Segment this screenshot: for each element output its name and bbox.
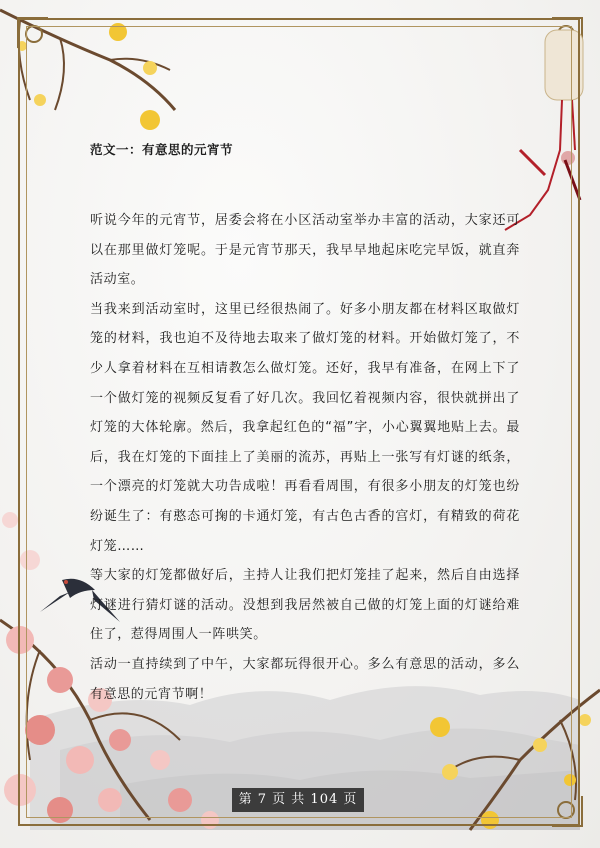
essay-paragraph: 听说今年的元宵节，居委会将在小区活动室举办丰富的活动，大家还可以在那里做灯笼呢。于是元宵节那天，我早早地起床吃完早饭，就直奔活动室。 bbox=[90, 213, 520, 288]
essay-title: 范文一：有意思的元宵节 bbox=[90, 142, 234, 157]
essay-paragraph: 等大家的灯笼都做好后，主持人让我们把灯笼挂了起来，然后自由选择灯谜进行猜灯谜的活动。没想到我居然被自己做的灯笼上面的灯谜给难住了，惹得周围人一阵哄笑。 bbox=[90, 568, 520, 643]
essay-paragraph: 当我来到活动室时，这里已经很热闹了。好多小朋友都在材料区取做灯笼的材料，我也迫不及待地去取来了做灯笼的材料。开始做灯笼了，不少人拿着材料在互相请教怎么做灯笼。还好，我早有准备，在网上下了一个做灯笼的视频反复看了好几次。我回忆着视频内容，很快就拼出了灯笼的大体轮廓。然后，我拿起红色的“福”字，小心翼翼地贴上去。最后，我在灯笼的下面挂上了美丽的流苏，再贴上一张写有灯谜的纸条，一个漂亮的灯笼就大功告成啦！再看看周围，有很多小朋友的灯笼也纷纷诞生了：有憨态可掬的卡通灯笼，有古色古香的宫灯，有精致的荷花灯笼…… bbox=[90, 301, 520, 554]
page-counter: 第 7 页 共 104 页 bbox=[232, 788, 364, 812]
essay-content bbox=[90, 140, 520, 709]
essay-paragraph: 活动一直持续到了中午，大家都玩得很开心。多么有意思的活动，多么有意思的元宵节啊！ bbox=[90, 656, 520, 702]
